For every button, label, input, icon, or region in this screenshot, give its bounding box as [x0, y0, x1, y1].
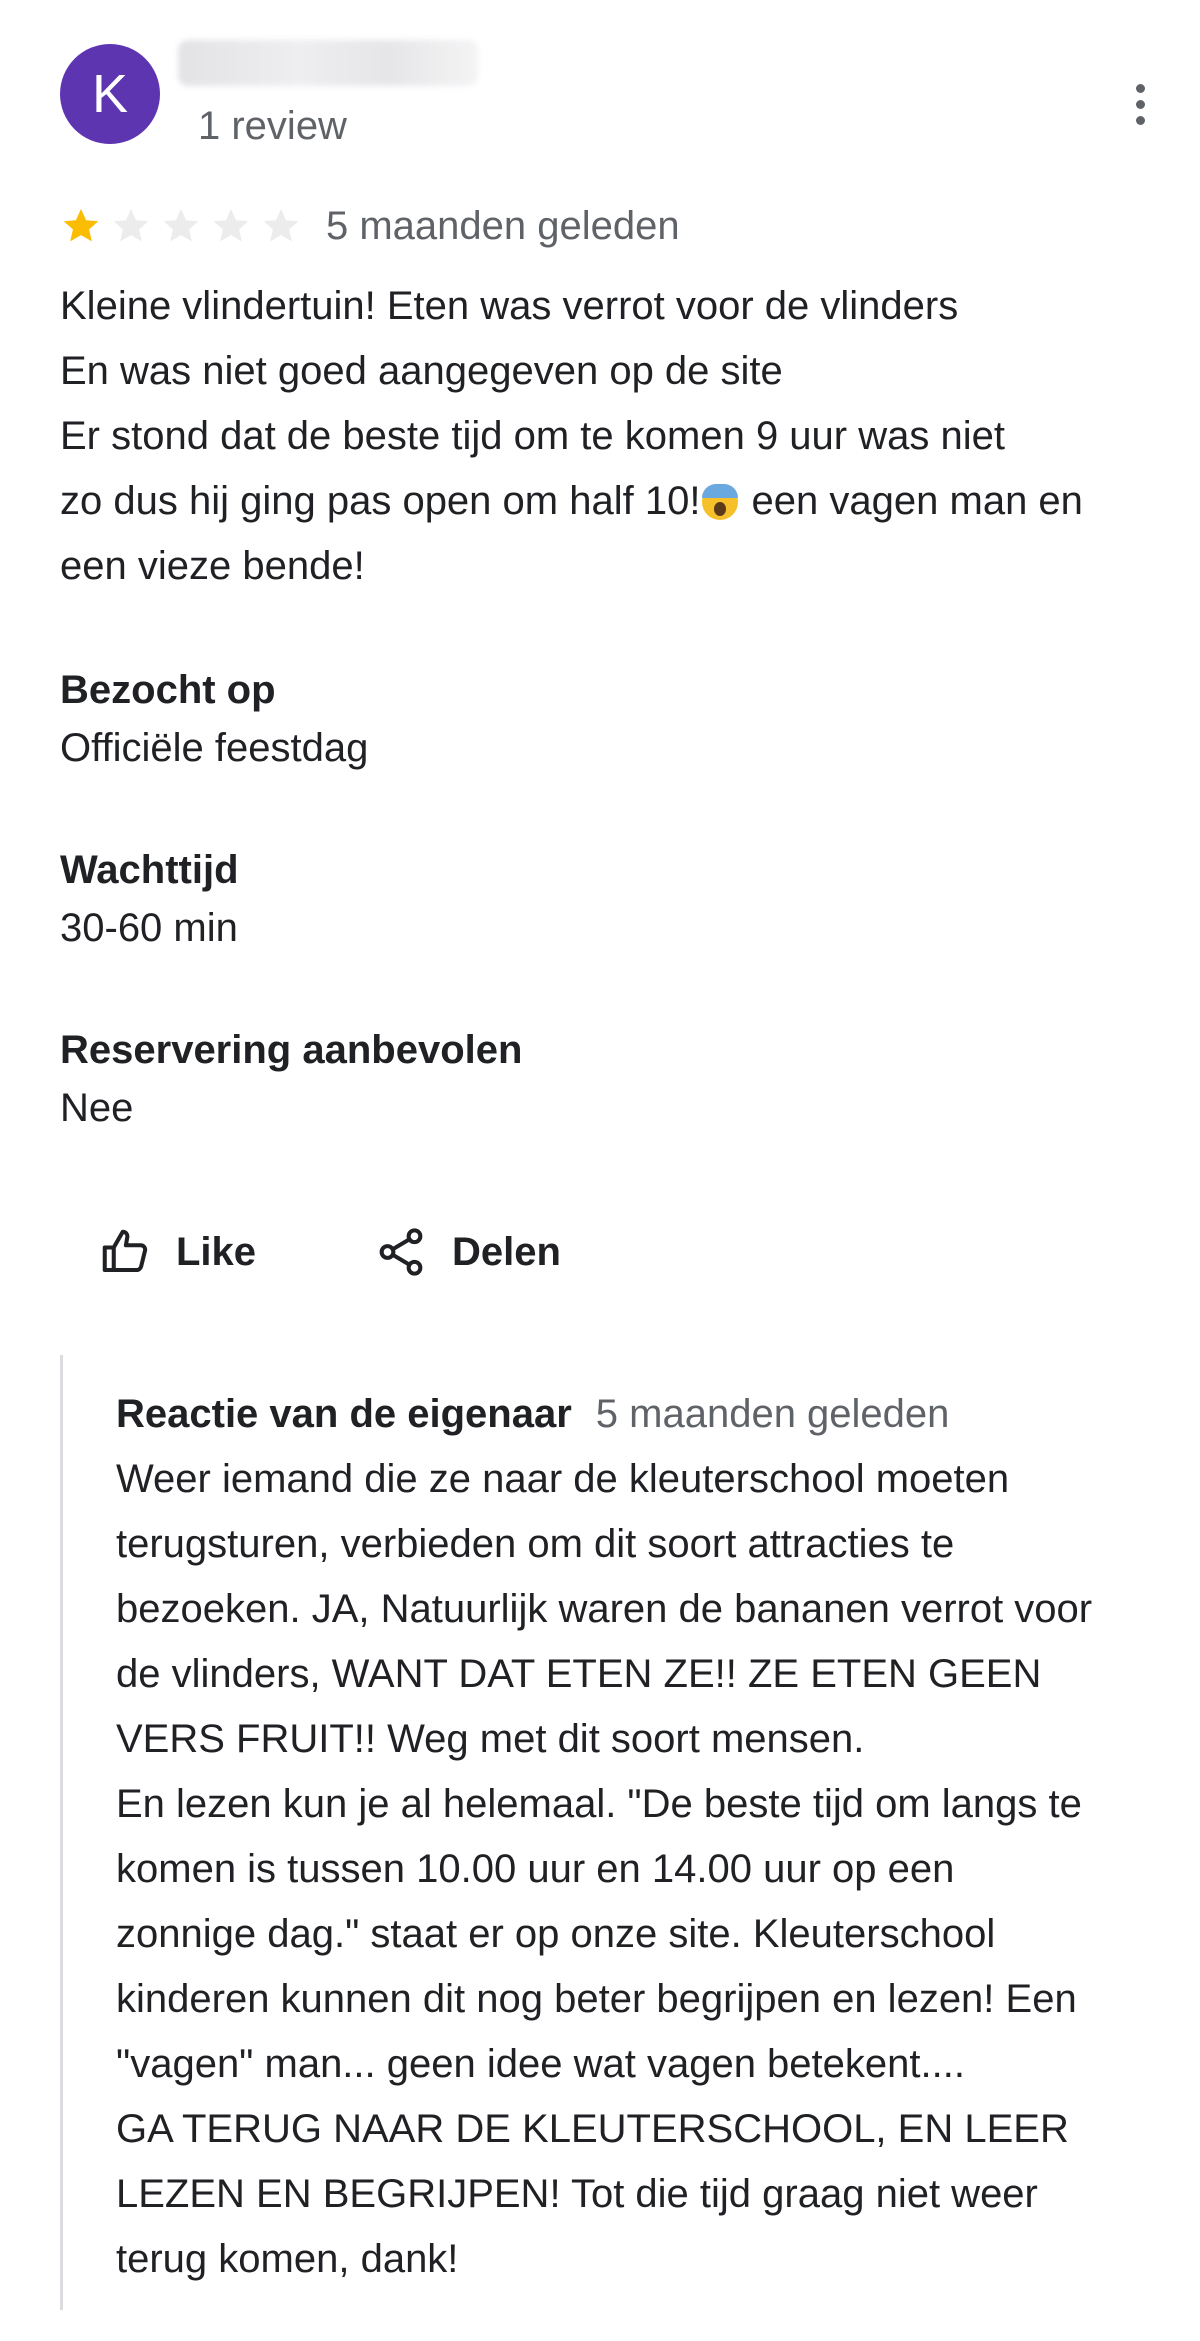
owner-reply-line: zonnige dag." staat er op onze site. Kleuterschool: [116, 1912, 996, 1956]
more-options-icon: [1136, 84, 1145, 93]
owner-reply-line: kinderen kunnen dit nog beter begrijpen en lezen! Een: [116, 1977, 1077, 2021]
wait-time-value: 30-60 min: [60, 906, 238, 950]
owner-reply-line: GA TERUG NAAR DE KLEUTERSCHOOL, EN LEER: [116, 2107, 1069, 2151]
owner-reply-label: Reactie van de eigenaar: [116, 1392, 572, 1436]
owner-reply-line: de vlinders, WANT DAT ETEN ZE!! ZE ETEN GEEN: [116, 1652, 1042, 1696]
reservation-value: Nee: [60, 1086, 134, 1130]
owner-reply-line: Weer iemand die ze naar de kleuterschool moeten: [116, 1457, 1010, 1501]
like-label: Like: [176, 1229, 257, 1274]
reviewer-name-blurred[interactable]: [178, 40, 478, 86]
more-options-dot: [1136, 116, 1145, 125]
star-icon-empty: [110, 205, 152, 247]
review-text-line: Er stond dat de beste tijd om te komen 9 uur was niet: [60, 414, 1005, 458]
owner-reply-date: 5 maanden geleden: [595, 1392, 950, 1436]
star-rating: [60, 205, 302, 247]
share-button[interactable]: [374, 1222, 561, 1282]
face-screaming-in-fear-icon: [702, 484, 738, 520]
more-options-button[interactable]: [1120, 74, 1160, 134]
star-icon-empty: [160, 205, 202, 247]
review-text-line: En was niet goed aangegeven op de site: [60, 349, 783, 393]
review-text: [60, 274, 1170, 599]
visited-value: Officiële feestdag: [60, 726, 369, 770]
owner-reply-line: terugsturen, verbieden om dit soort attracties te: [116, 1522, 955, 1566]
like-button[interactable]: [98, 1222, 256, 1282]
review-text-segment: een vagen man en: [740, 479, 1083, 523]
owner-reply-line: komen is tussen 10.00 uur en 14.00 uur op een: [116, 1847, 955, 1891]
review-count: 1 review: [198, 104, 347, 148]
review-date: 5 maanden geleden: [326, 204, 680, 248]
owner-reply-text: [116, 1447, 1176, 2292]
more-options-dot: [1136, 100, 1145, 109]
review-actions: [98, 1222, 561, 1282]
wait-time-label: Wachttijd: [60, 848, 239, 892]
owner-reply-line: terug komen, dank!: [116, 2237, 459, 2281]
rating-row: [60, 200, 680, 252]
reviewer-name[interactable]: [178, 40, 478, 86]
owner-reply-line: "vagen" man... geen idee wat vagen betekent....: [116, 2042, 965, 2086]
review-text-line: een vieze bende!: [60, 544, 365, 588]
star-icon-filled: [60, 205, 102, 247]
detail-reservation: [60, 1021, 1160, 1137]
review-text-line: [60, 469, 1170, 534]
avatar[interactable]: K: [60, 44, 160, 144]
detail-wait-time: [60, 841, 1160, 957]
reservation-label: Reservering aanbevolen: [60, 1028, 523, 1072]
star-icon-empty: [210, 205, 252, 247]
owner-reply-line: bezoeken. JA, Natuurlijk waren de bananen verrot voor: [116, 1587, 1093, 1631]
thumbs-up-icon: [98, 1225, 152, 1279]
owner-reply: [60, 1355, 1173, 2310]
review-text-line: Kleine vlindertuin! Eten was verrot voor de vlinders: [60, 284, 959, 328]
review-text-segment: zo dus hij ging pas open om half 10!: [60, 479, 701, 523]
share-icon: [374, 1225, 428, 1279]
owner-reply-line: LEZEN EN BEGRIJPEN! Tot die tijd graag niet weer: [116, 2172, 1038, 2216]
share-label: Delen: [452, 1229, 561, 1274]
review-header: [60, 44, 1160, 154]
owner-reply-line: VERS FRUIT!! Weg met dit soort mensen.: [116, 1717, 865, 1761]
owner-reply-line: En lezen kun je al helemaal. "De beste tijd om langs te: [116, 1782, 1082, 1826]
owner-reply-header: [116, 1385, 949, 1443]
visited-label: Bezocht op: [60, 668, 276, 712]
detail-visited: [60, 661, 1160, 777]
star-icon-empty: [260, 205, 302, 247]
